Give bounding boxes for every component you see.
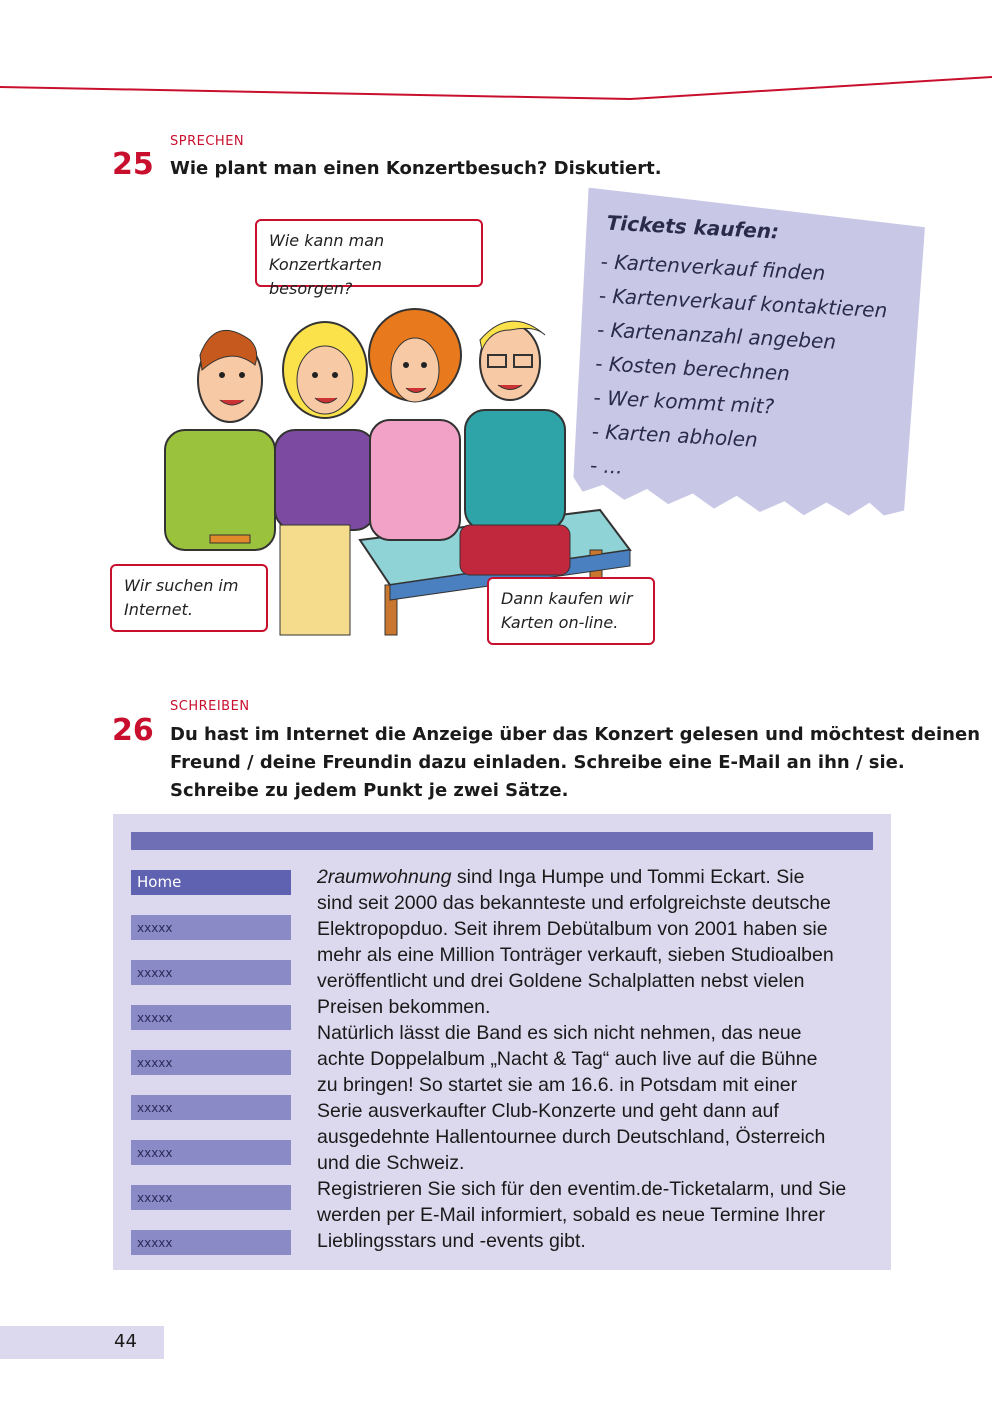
article-line: Lieblingsstars und -events gibt. bbox=[317, 1230, 586, 1252]
page-number-tab bbox=[0, 1326, 164, 1359]
boy-with-glasses bbox=[460, 321, 570, 575]
article-line bbox=[317, 864, 877, 890]
speech-line: Wir suchen im bbox=[124, 576, 239, 595]
nav-item[interactable]: xxxxx bbox=[131, 1140, 291, 1165]
note-item: - Kartenverkauf kontaktieren bbox=[598, 283, 888, 323]
nav-item[interactable]: xxxxx bbox=[131, 915, 291, 940]
speech-line: Dann kaufen wir bbox=[501, 589, 633, 608]
note-item: - ... bbox=[589, 453, 624, 479]
task-number-26: 26 bbox=[112, 713, 154, 748]
top-divider-line bbox=[0, 72, 992, 112]
speech-bubble-right bbox=[487, 577, 655, 645]
article-line: Elektropopduo. Seit ihrem Debütalbum von 2001 haben sie bbox=[317, 918, 828, 940]
note-title: Tickets kaufen: bbox=[606, 210, 780, 244]
task-number-25: 25 bbox=[112, 147, 154, 182]
task-25-prompt: Wie plant man einen Konzertbesuch? Diskutiert. bbox=[170, 158, 662, 179]
article-line: ausgedehnte Hallentournee durch Deutschland, Österreich bbox=[317, 1126, 826, 1148]
article-line: Preisen bekommen. bbox=[317, 996, 491, 1018]
section-label-schreiben: SCHREIBEN bbox=[170, 699, 250, 714]
nav-item[interactable]: xxxxx bbox=[131, 1230, 291, 1255]
website-nav bbox=[131, 870, 291, 1275]
note-item: - Kosten berechnen bbox=[594, 351, 791, 386]
website-article bbox=[317, 864, 877, 1254]
tickets-note bbox=[564, 187, 926, 525]
article-text: sind Inga Humpe und Tommi Eckart. Sie bbox=[451, 866, 805, 888]
prompt-line: Schreibe zu jedem Punkt je zwei Sätze. bbox=[170, 780, 569, 801]
speech-bubble-top bbox=[255, 219, 483, 298]
article-line: werden per E-Mail informiert, sobald es neue Termine Ihrer bbox=[317, 1204, 825, 1226]
speech-bubble-left bbox=[110, 564, 268, 632]
speech-line: Konzertkarten besorgen? bbox=[269, 255, 382, 298]
note-item: - Karten abholen bbox=[591, 419, 759, 452]
boy-green-jacket bbox=[165, 330, 275, 550]
nav-item[interactable]: xxxxx bbox=[131, 1050, 291, 1075]
nav-item[interactable]: xxxxx bbox=[131, 1005, 291, 1030]
section-label-sprechen: SPRECHEN bbox=[170, 134, 245, 149]
girl-orange-curls bbox=[369, 309, 461, 540]
speech-line: Karten on-line. bbox=[501, 613, 619, 632]
task-26-prompt bbox=[170, 721, 980, 805]
prompt-line: Freund / deine Freundin dazu einladen. Schreibe eine E-Mail an ihn / sie. bbox=[170, 752, 905, 773]
note-item: - Wer kommt mit? bbox=[593, 385, 775, 419]
prompt-line: Du hast im Internet die Anzeige über das Konzert gelesen und möchtest deinen bbox=[170, 724, 981, 745]
article-line: veröffentlicht und drei Goldene Schalplatten nebst vielen bbox=[317, 970, 805, 992]
speech-line: Wie kann man bbox=[269, 231, 385, 250]
nav-item-home[interactable]: Home bbox=[131, 870, 291, 895]
website-header-bar bbox=[131, 832, 873, 850]
nav-item[interactable]: xxxxx bbox=[131, 1095, 291, 1120]
note-item: - Kartenanzahl angeben bbox=[596, 317, 837, 354]
speech-line: Internet. bbox=[124, 600, 193, 619]
page-number: 44 bbox=[114, 1331, 137, 1352]
article-line: Natürlich lässt die Band es sich nicht nehmen, das neue bbox=[317, 1022, 802, 1044]
note-item: - Kartenverkauf finden bbox=[600, 249, 826, 286]
nav-item[interactable]: xxxxx bbox=[131, 960, 291, 985]
article-line: Serie ausverkaufter Club-Konzerte und geht dann auf bbox=[317, 1100, 779, 1122]
girl-blonde-purple bbox=[275, 322, 375, 635]
article-line: zu bringen! So startet sie am 16.6. in Potsdam mit einer bbox=[317, 1074, 798, 1096]
article-line: achte Doppelalbum „Nacht & Tag“ auch live auf die Bühne bbox=[317, 1048, 818, 1070]
article-line: mehr als eine Million Tonträger verkauft, sieben Studioalben bbox=[317, 944, 834, 966]
band-name: 2raumwohnung bbox=[317, 866, 452, 888]
article-line: sind seit 2000 das bekannteste und erfolgreichste deutsche bbox=[317, 892, 831, 914]
nav-item[interactable]: xxxxx bbox=[131, 1185, 291, 1210]
note-list bbox=[589, 244, 890, 497]
article-line: Registrieren Sie sich für den eventim.de-Ticketalarm, und Sie bbox=[317, 1178, 847, 1200]
website-mockup bbox=[113, 814, 891, 1270]
article-line: und die Schweiz. bbox=[317, 1152, 465, 1174]
